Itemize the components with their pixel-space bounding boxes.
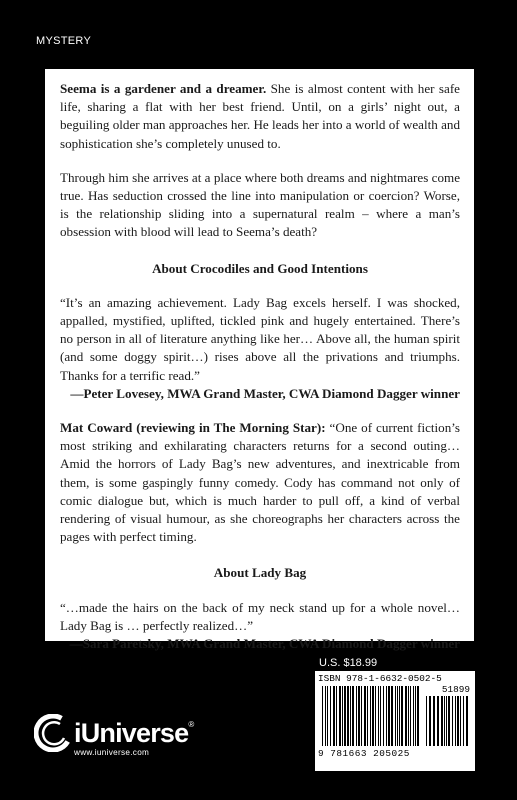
blurb-paragraph-1-text: She is almost content with her safe life, sharing a flat with her best friend. Until, on a girls’ night out, a beguiling older man approaches her. He leads her into a world of wealth and sophistication she’s completely unused to. (60, 81, 460, 151)
review-coward-lead: Mat Coward (reviewing in The Morning Star): (60, 420, 326, 436)
barcode-addon-digits: 51899 (441, 684, 470, 695)
blurb-paragraph-1 (60, 80, 460, 153)
barcode-box (315, 671, 475, 771)
publisher-url: www.iuniverse.com (74, 748, 150, 757)
barcode-ean-digits: 9 781663 205025 (318, 748, 410, 759)
blurb-lead: Seema is a gardener and a dreamer. (60, 81, 267, 96)
review-coward-text: “One of current fiction’s most striking and exhilarating characters returns for a second outing… Amid the horrors of Lady Bag’s new adventures, and inextricable from them, is some gaspingly funny comedy. Cody has command not only of comic dialogue but, which is much harder to pull off, a kind of verbal rendering of visual humour, as she choreographs her characters across the pages with perfect timing. (60, 420, 460, 545)
blurb-paragraph-2: Through him she arrives at a place where both dreams and nightmares come true. Has seduction crossed the line into manipulation or coercion? Worse, is the relationship sliding into a supernatural realm – where a man’s obsession with blood will lead to Seema’s death? (60, 169, 460, 240)
review-quote-paretsky: “…made the hairs on the back of my neck stand up for a whole novel… Lady Bag is … perfectly realized…” (60, 599, 460, 633)
iuniverse-swirl-icon (34, 714, 72, 752)
back-cover-text-panel (45, 69, 474, 652)
barcode-area (318, 684, 472, 760)
publisher-logo (34, 714, 194, 757)
review-attribution-lovesey: —Peter Lovesey, MWA Grand Master, CWA Diamond Dagger winner (70, 385, 460, 401)
price-label: U.S. $18.99 (319, 657, 378, 669)
section-heading-crocodiles: About Crocodiles and Good Intentions (152, 260, 368, 276)
isbn-text: ISBN 978-1-6632-0502-5 (318, 673, 442, 684)
publisher-name: iUniverse (74, 717, 189, 748)
genre-label: MYSTERY (36, 35, 92, 47)
review-attribution-paretsky: —Sara Paretsky, MWA Grand Master, CWA Diamond Dagger winner (69, 636, 460, 652)
trademark-symbol: ® (188, 720, 195, 729)
review-quote-lovesey: “It’s an amazing achievement. Lady Bag excels herself. I was shocked, appalled, mystified, uplifted, tickled pink and hugely entertained. There’s no person in all of literature anything like her… Above all, the human spirit (and some doggy spirit…) rises above all the privations and triumphs. Thanks for a terrific read.” (60, 294, 460, 383)
review-coward (60, 419, 460, 546)
section-heading-lady-bag: About Lady Bag (213, 565, 307, 581)
